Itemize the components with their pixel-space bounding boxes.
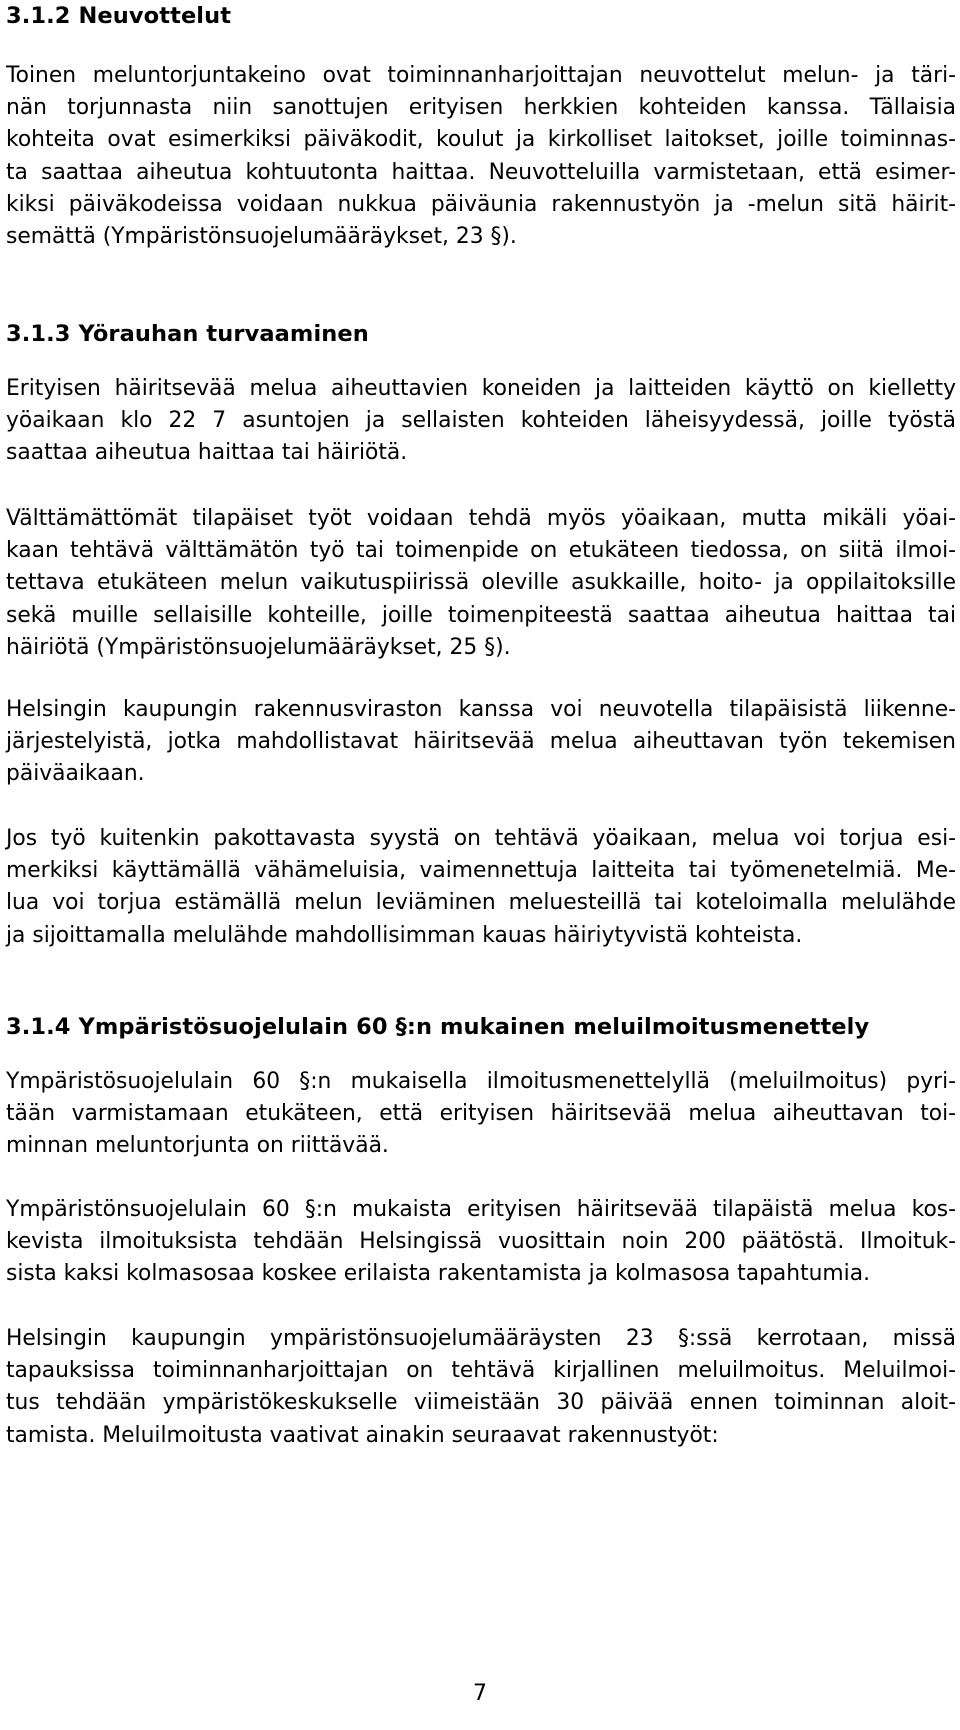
text-line: kaan tehtävä välttämätön työ tai toimenpide on etukäteen tiedossa, on siitä ilmoi- [6,538,956,564]
paragraph [6,60,956,253]
text-line: kohteita ovat esimerkiksi päiväkodit, koulut ja kirkolliset laitokset, joille toiminnas- [6,127,956,153]
text-line: Erityisen häiritsevää melua aiheuttavien koneiden ja laitteiden käyttö on kielletty [6,376,956,401]
text-line: Ympäristösuojelulain 60 §:n mukaisella ilmoitusmenettelyllä (meluilmoitus) pyri- [6,1069,956,1094]
text-line: häiriötä (Ympäristönsuojelumääräykset, 25 §). [6,634,511,660]
section-heading: 3.1.2 Neuvottelut [6,3,232,29]
text-line: Ympäristönsuojelulain 60 §:n mukaista erityisen häiritsevää tilapäistä melua kos- [6,1197,956,1222]
text-line: nän torjunnasta niin sanottujen erityisen herkkien kohteiden kanssa. Tällaisia [6,95,956,121]
text-line: Välttämättömät tilapäiset työt voidaan tehdä myös yöaikaan, mutta mikäli yöai- [6,506,956,531]
text-line: lua voi torjua estämällä melun leviäminen meluesteillä tai koteloimalla melulähde [6,890,956,916]
text-line: ja sijoittamalla melulähde mahdollisimman kauas häiriytyvistä kohteista. [6,922,803,948]
text-line: minnan meluntorjunta on riittävää. [6,1133,389,1159]
text-line: tettava etukäteen melun vaikutuspiirissä oleville asukkaille, hoito- ja oppilaitoksille [6,570,956,596]
text-line: semättä (Ympäristönsuojelumääräykset, 23 §). [6,224,517,250]
text-line: kiksi päiväkodeissa voidaan nukkua päiväunia rakennustyön ja -melun sitä häirit- [6,191,956,217]
text-line: Helsingin kaupungin ympäristönsuojelumääräysten 23 §:ssä kerrotaan, missä [6,1326,956,1351]
text-line: Toinen meluntorjuntakeino ovat toiminnanharjoittajan neuvottelut melun- ja täri- [6,63,956,88]
text-line: tään varmistamaan etukäteen, että erityisen häiritsevää melua aiheuttavan toi- [6,1101,956,1127]
text-line: yöaikaan klo 22 7 asuntojen ja sellaisten kohteiden läheisyydessä, joille työstä [6,408,956,434]
text-line: merkiksi käyttämällä vähämeluisia, vaimennettuja laitteita tai työmenetelmiä. Me- [6,858,956,884]
paragraph [6,373,956,470]
text-line: Helsingin kaupungin rakennusviraston kanssa voi neuvotella tilapäisistä liikenne- [6,697,956,722]
section-heading: 3.1.4 Ympäristösuojelulain 60 §:n mukainen meluilmoitusmenettely [6,1014,870,1040]
text-line: sekä muille sellaisille kohteille, joille toimenpiteestä saattaa aiheutua haittaa tai [6,602,956,628]
paragraph [6,1066,956,1163]
paragraph [6,1194,956,1291]
text-line: päiväaikaan. [6,761,145,787]
section-heading: 3.1.3 Yörauhan turvaaminen [6,321,369,347]
text-line: sista kaksi kolmasosaa koskee erilaista rakentamista ja kolmasosa tapahtumia. [6,1261,871,1287]
text-line: saattaa aiheutua haittaa tai häiriötä. [6,440,408,466]
paragraph [6,1323,956,1452]
paragraph [6,503,956,664]
paragraph [6,694,956,791]
text-line: kevista ilmoituksista tehdään Helsingissä vuosittain noin 200 päätöstä. Ilmoituk- [6,1229,956,1255]
paragraph [6,823,956,952]
text-line: tapauksissa toiminnanharjoittajan on tehtävä kirjallinen meluilmoitus. Meluilmoi- [6,1358,956,1384]
text-line: Jos työ kuitenkin pakottavasta syystä on tehtävä yöaikaan, melua voi torjua esi- [6,826,956,851]
text-line: ta saattaa aiheutua kohtuutonta haittaa. Neuvotteluilla varmistetaan, että esimer- [6,159,956,185]
page-number: 7 [473,1681,487,1706]
text-line: järjestelyistä, jotka mahdollistavat häiritsevää melua aiheuttavan työn tekemisen [6,729,956,755]
text-line: tamista. Meluilmoitusta vaativat ainakin seuraavat rakennustyöt: [6,1422,719,1448]
text-line: tus tehdään ympäristökeskukselle viimeistään 30 päivää ennen toiminnan aloit- [6,1390,956,1416]
